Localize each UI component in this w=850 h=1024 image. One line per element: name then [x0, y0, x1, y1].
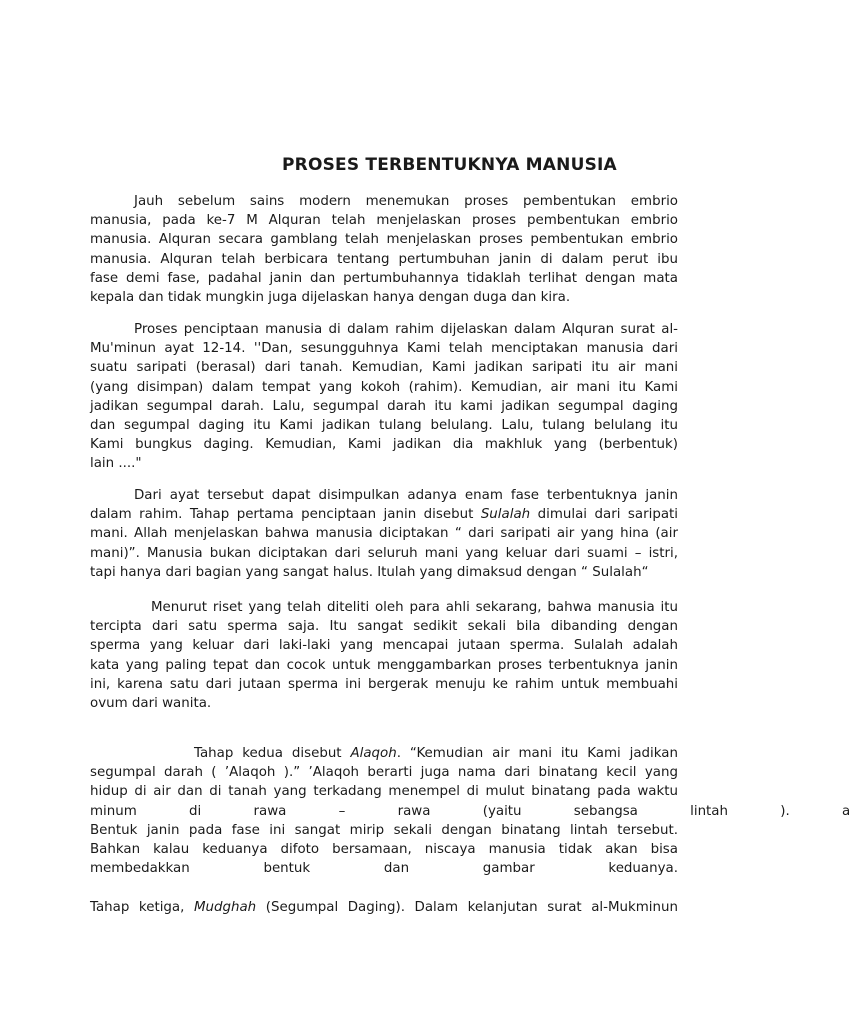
paragraph-4 — [90, 598, 678, 713]
text-line: Jauh sebelum sains modern menemukan proses pembentukan embrio — [134, 194, 678, 209]
text-line: Proses penciptaan manusia di dalam rahim dijelaskan dalam Alquran surat al- — [134, 322, 678, 337]
text-line: lain ...." — [90, 456, 142, 472]
text-line: mani)”. Manusia bukan diciptakan dari seluruh mani yang keluar dari suami – istri, — [90, 545, 678, 561]
text-line: manusia. Alquran secara gamblang telah menjelaskan proses pembentukan embrio — [90, 232, 678, 248]
text-line: mani. Allah menjelaskan bahwa manusia diciptakan “ dari saripati air yang hina (air — [90, 526, 678, 542]
text-line: Bentuk janin pada fase ini sangat mirip sekali dengan binatang lintah tersebut. — [90, 822, 678, 838]
text-segment: dimulai dari saripati — [530, 507, 678, 523]
text-line: Mu'minun ayat 12-14. ''Dan, sesungguhnya Kami telah menciptakan manusia dari — [90, 341, 678, 357]
text-line: ovum dari wanita. — [90, 695, 212, 711]
text-line: sperma yang keluar dari laki-laki yang mencapai jutaan sperma. Sulalah adalah — [90, 638, 678, 654]
text-line: minum di rawa – rawa (yaitu sebangsa lintah ). a — [90, 803, 850, 819]
text-segment: Tahap kedua disebut — [194, 746, 351, 761]
text-line: ini, karena satu dari jutaan sperma ini bergerak menuju ke rahim untuk membuahi — [90, 676, 678, 692]
text-line: kata yang paling tepat dan cocok untuk menggambarkan proses terbentuknya janin — [90, 657, 678, 673]
text-line: Menurut riset yang telah diteliti oleh para ahli sekarang, bahwa manusia itu — [151, 600, 678, 615]
text-line: dan segumpal daging itu Kami jadikan tulang belulang. Lalu, tulang belulang itu — [90, 417, 678, 433]
text-line: fase demi fase, padahal janin dan pertumbuhannya tidaklah terlihat dengan mata — [90, 270, 678, 286]
text-line: Dari ayat tersebut dapat disimpulkan adanya enam fase terbentuknya janin — [134, 488, 678, 503]
paragraph-6 — [90, 898, 678, 917]
text-segment: (Segumpal Daging). Dalam kelanjutan surat al-Mukminun — [256, 900, 678, 915]
text-line — [90, 898, 678, 917]
text-line: Bahkan kalau keduanya difoto bersamaan, niscaya manusia tidak akan bisa — [90, 841, 678, 857]
paragraph-3 — [90, 486, 678, 582]
text-line: manusia, pada ke-7 M Alquran telah menjelaskan proses pembentukan embrio — [90, 213, 678, 229]
text-segment: Tahap ketiga, — [90, 900, 194, 915]
text-segment: dalam rahim. Tahap pertama penciptaan janin disebut — [90, 507, 481, 523]
text-line: (yang disimpan) dalam tempat yang kokoh (rahim). Kemudian, air mani itu Kami — [90, 379, 678, 395]
italic-term: Alaqoh — [350, 746, 397, 761]
italic-term: Mudghah — [193, 900, 257, 915]
paragraph-1 — [90, 192, 678, 307]
paragraph-2 — [90, 320, 678, 474]
text-line: segumpal darah ( ’Alaqoh ).” ’Alaqoh berarti juga nama dari binatang kecil yang — [90, 765, 678, 781]
text-line — [90, 505, 678, 524]
page-title: PROSES TERBENTUKNYA MANUSIA — [282, 155, 617, 175]
text-segment: . “Kemudian air mani itu Kami jadikan — [396, 746, 678, 761]
text-line: membedakkan bentuk dan gambar keduanya. — [90, 861, 678, 877]
text-line: Kami bungkus daging. Kemudian, Kami jadikan dia makhluk yang (berbentuk) — [90, 437, 678, 453]
text-line: suatu saripati (berasal) dari tanah. Kemudian, Kami jadikan saripati itu air mani — [90, 360, 678, 376]
text-line: manusia. Alquran telah berbicara tentang pertumbuhan janin di dalam perut ibu — [90, 251, 678, 267]
paragraph-5 — [90, 744, 850, 878]
text-line: jadikan segumpal darah. Lalu, segumpal darah itu kami jadikan segumpal daging — [90, 398, 678, 414]
text-line: kepala dan tidak mungkin juga dijelaskan hanya dengan duga dan kira. — [90, 289, 571, 305]
text-line: tercipta dari satu sperma saja. Itu sangat sedikit sekali bila dibanding dengan — [90, 619, 678, 635]
italic-term: Sulalah — [480, 507, 531, 523]
text-line: hidup di air dan di tanah yang terkadang menempel di mulut binatang pada waktu — [90, 784, 678, 800]
text-line — [90, 744, 678, 763]
text-line: tapi hanya dari bagian yang sangat halus. Itulah yang dimaksud dengan “ Sulalah“ — [90, 564, 649, 580]
